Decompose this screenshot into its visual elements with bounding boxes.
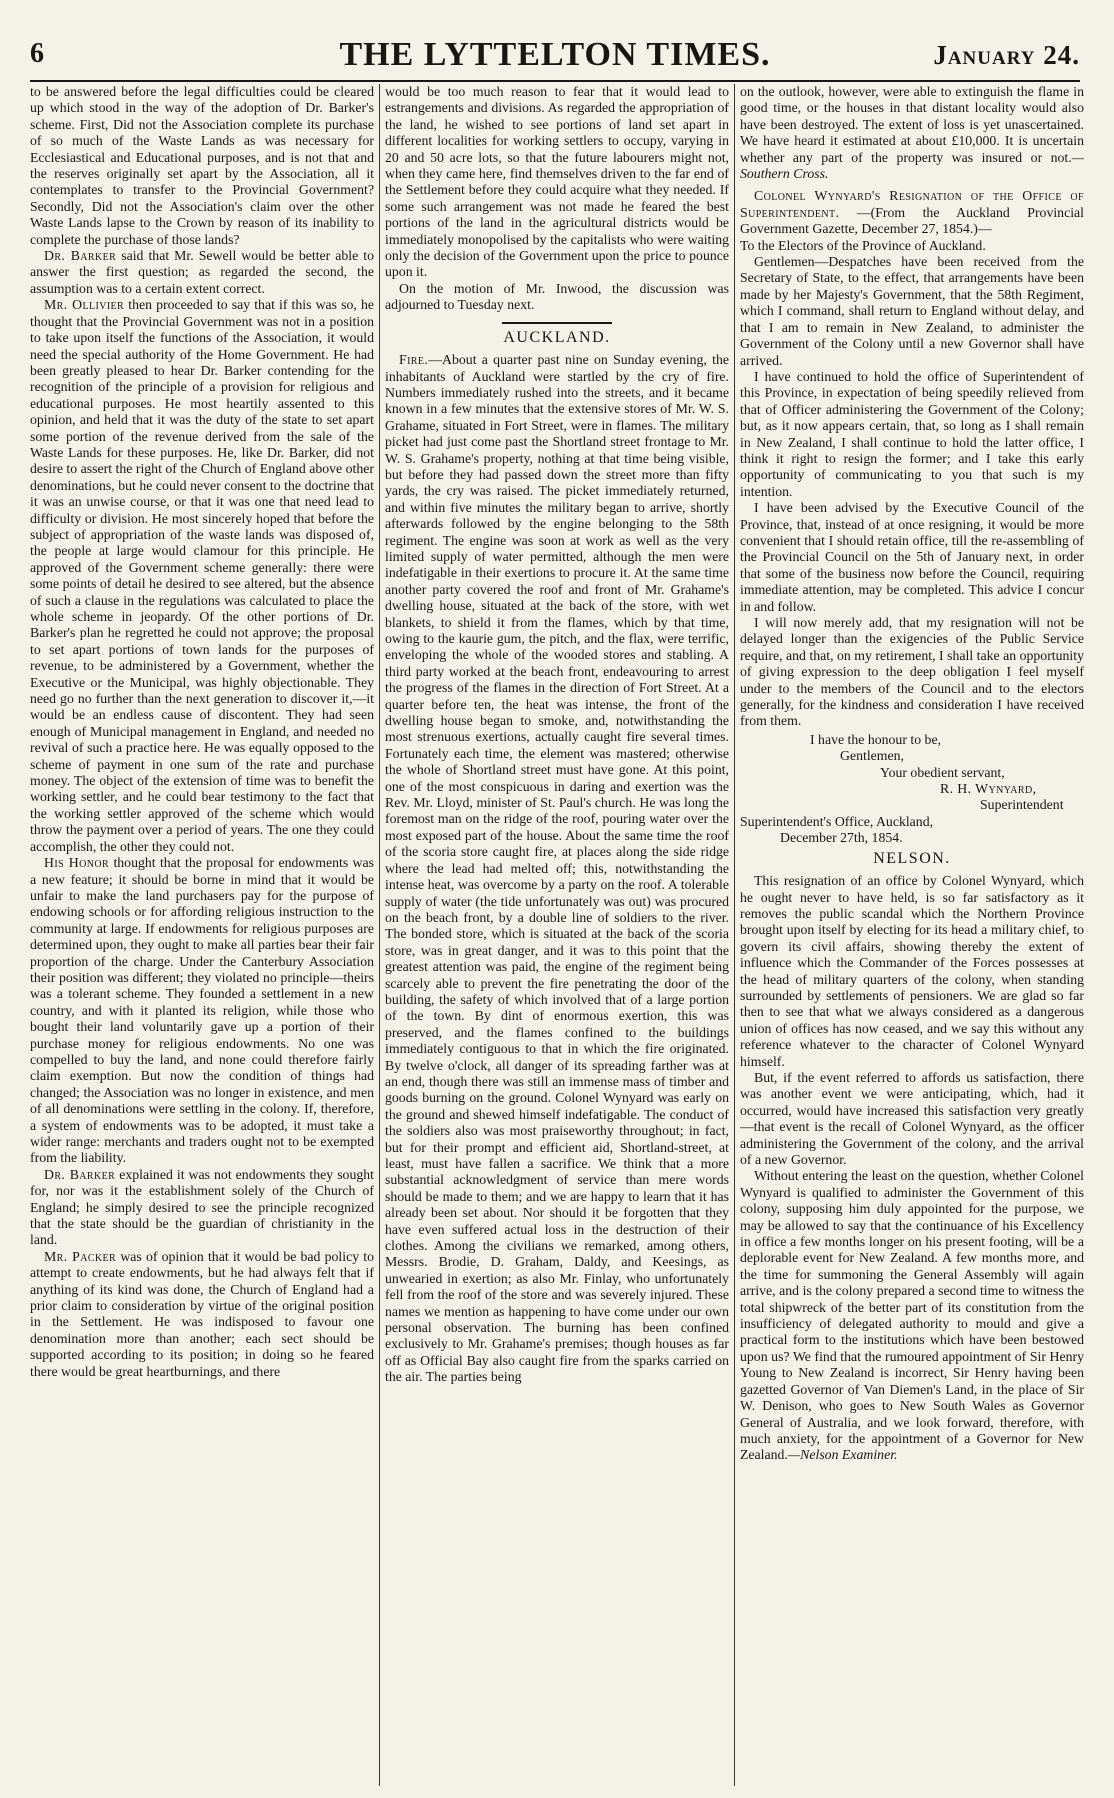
paragraph: I will now merely add, that my resignation will not be delayed longer than the exigencies of the Public Service require, and that, on my retirement, I shall take an opportunity of giving expression to the deep obligation I feel myself under to the members of the Council and to the electors generally, for the kindness and consideration I have received from them.	[740, 615, 1084, 729]
paragraph: Dr. Barker explained it was not endowments they sought for, nor was it the establishment solely of the Church of England; he simply desired to see the principle recognized that the state should be the guardian of christianity in the land.	[30, 1166, 374, 1248]
section-rule	[502, 322, 612, 324]
paragraph: This resignation of an office by Colonel Wynyard, which he ought never to have held, is so far satisfactory as it removes the public scandal which the Northern Province brought upon itself by electing for its head a military chief, to govern its civil affairs, showing thereby the extent of influence which the Commander of the Forces possesses at the head of military quarters of the colony, when standing surrounded by settlements of pensioners. We are glad so far then to see that what we always considered as a dangerous union of offices has now ceased, and we say this without any reference whatever to the character of Colonel Wynyard himself.	[740, 873, 1084, 1069]
source-credit: —Nelson Examiner.	[787, 1447, 898, 1463]
column-3	[740, 84, 1084, 1786]
paragraph: Without entering the least on the question, whether Colonel Wynyard is qualified to administer the Government of this colony, supposing him duly appointed for the purpose, we may be allowed to say that the continuance of his Excellency in office a few months longer on his present footing, will be a deplorable event for New Zealand. A few months more, and the time for summoning the General Assembly will again arrive, and is the colony prepared a second time to witness the total shipwreck of the better part of its constitution from the insufficiency of delegated authority to mould and give a practical form to the institutions which have been bestowed upon us? We find that the rumoured appointment of Sir Henry Young to New Zealand is incorrect, Sir Henry having been gazetted Governor of Van Diemen's Land, in the place of Sir W. Denison, who goes to New South Wales as Governor General of Australia, and we look forward, therefore, with much anxiety, for the appointment of a Governor for New Zealand.—Nelson Examiner.	[740, 1168, 1084, 1463]
source-credit: —Southern Cross.	[740, 149, 1084, 182]
column-1	[30, 84, 374, 1786]
paragraph: would be too much reason to fear that it would lead to estrangements and divisions. As regarded the appropriation of the land, he wished to see portions of land set apart in different localities for working settlers to occupy, varying in 20 and 50 acre lots, so that the future labourers might not, when they came here, find themselves driven to the far end of the Settlement before they could acquire what they needed. If some such arrangement was not made he feared the best portions of the land in the agricultural districts would be immediately monopolised by the capitalists who were waiting only the decision of the Government upon the price to pounce upon it.	[385, 84, 729, 280]
paragraph: On the motion of Mr. Inwood, the discussion was adjourned to Tuesday next.	[385, 280, 729, 313]
issue-date: January 24.	[933, 40, 1080, 70]
letter-signoff: I have the honour to be, Gentlemen, Your obedient servant, R. H. Wynyard, Superintendent Superintendent's Office, Auckland, December 27th, 1854.	[740, 732, 1084, 847]
speaker: His Honor	[44, 855, 110, 871]
speaker: Mr. Ollivier	[44, 297, 125, 313]
paragraph: I have been advised by the Executive Council of the Province, that, instead of at once resigning, it would be more convenient that I should retain office, till the re-assembling of the Provincial Council on the 5th of January next, in order that some of the business now before the Council, requiring immediate attention, may be completed. This advice I concur in and follow.	[740, 500, 1084, 614]
paragraph: I have continued to hold the office of Superintendent of this Province, in expectation of being speedily relieved from that of Officer administering the Government of the Colony; but, as it now appears certain, that, so long as I shall remain in New Zealand, I shall continue to hold the latter office, I think it right to resign the former; and I take this early opportunity of communicating to you that such is my intention.	[740, 368, 1084, 499]
masthead	[30, 36, 1080, 82]
page-number: 6	[30, 38, 44, 69]
signature-name: R. H. Wynyard,	[940, 781, 1037, 797]
paragraph: Gentlemen—Despatches have been received from the Secretary of State, to the effect, that arrangements have been made by her Majesty's Government, that the 58th Regiment, which I command, shall return to England without delay, and that I am to remain in New Zealand, to administer the Government of the Colony until a new Governor shall have arrived.	[740, 254, 1084, 368]
lead-word: Fire.	[399, 352, 429, 368]
paragraph: Mr. Packer was of opinion that it would be bad policy to attempt to create endowments, but he had always felt that if anything of its kind was done, the Church of England had a prior claim to consideration by virtue of the original position in the Settlement. He was indisposed to favour one denomination more than another; each sect should be supported according to its position; in doing so he feared there would be great heartburnings, and there	[30, 1248, 374, 1379]
section-heading-auckland: AUCKLAND.	[503, 328, 611, 346]
paragraph: But, if the event referred to affords us satisfaction, there was another event we were anticipating, which, had it occurred, would have increased this satisfaction very greatly—that event is the recall of Colonel Wynyard, as the officer administering the Government of the colony, and the arrival of a new Governor.	[740, 1069, 1084, 1167]
column-divider	[734, 84, 735, 1786]
newspaper-title: THE LYTTELTON TIMES.	[339, 36, 771, 73]
speaker: Dr. Barker	[44, 1166, 116, 1182]
speaker: Dr. Barker	[44, 248, 117, 264]
column-divider	[379, 84, 380, 1786]
paragraph: on the outlook, however, were able to extinguish the flame in good time, or the houses in that distant locality would also have been destroyed. The extent of loss is yet unascertained. We have heard it estimated at about £10,000. It is uncertain whether any part of the property was insured or not.—Southern Cross.	[740, 84, 1084, 182]
paragraph: Fire.—About a quarter past nine on Sunday evening, the inhabitants of Auckland were startled by the cry of fire. Numbers immediately rushed into the streets, and it became known in a few minutes that the extensive stores of Mr. W. S. Grahame, situated in Fort Street, were in flames. The military picket had just come past the Shortland street frontage to Mr. W. S. Grahame's property, nothing at that time being visible, but before they had passed down the street more than fifty yards, the cry was raised. The picket immediately returned, and within five minutes the military began to arrive, shortly afterwards followed by the engine belonging to the 58th regiment. The engine was soon at work as well as the very limited supply of water permitted, although the men were indefatigable in their exertions to procure it. At the same time another party covered the roof and front of Mr. Grahame's dwelling house, situated at the back of the store, with wet blankets, to shield it from the flames, which by that time, owing to the kaurie gum, the pitch, and the flax, were terrific, enveloping the whole of the wooded stores and stabling. A third party worked at the beach front, endeavouring to arrest the progress of the flames in the direction of Fort Street. At a quarter before ten, the heat was intense, the front of the dwelling house began to smoke, and, notwithstanding the most strenuous exertions, actually caught fire several times. Fortunately each time, the element was mastered; otherwise the whole of Shortland street must have gone. At this point, one of the most conspicuous in daring and exertion was the Rev. Mr. Lloyd, minister of St. Paul's church. He was long the foremost man on the ridge of the roof, pouring water over the most exposed part of the house. About the same time the roof of the scoria store caught fire, at places along the side ridge where the lead had melted off; this, notwithstanding the intense heat, was overcome by a party on the roof. A tolerable supply of water (the tide unfortunately was out) was procured on the beach front, by a double line of soldiers to the river. The bonded store, which is situated at the back of the scoria store, was in great danger, and it was to this point that the greatest attention was paid, the engine of the regiment being scarcely able to prevent the fire penetrating the door of the building, the safety of which involved that of a large portion of the town. By dint of enormous exertion, this was preserved, and the flames confined to the buildings immediately contiguous to that in which the fire originated. By twelve o'clock, all danger of its spreading farther was at an end, though there was still an immense mass of timber and goods burning on the ground. Colonel Wynyard was early on the ground and shewed himself indefatigable. The conduct of the soldiers also was most praiseworthy throughout; in fact, but for their prompt and efficient aid, Shortland-street, at least, must have fallen a sacrifice. We think that a more substantial acknowledgment of service than mere words should be made to them; and we are happy to learn that it has already been set about. Nor should it be forgotten that they have even suffered actual loss in the destruction of their clothes. Among the civilians we remarked, among others, Messrs. Brodie, D. Graham, Daldy, and Keesings, as unwearied in exertion; as also Mr. Finlay, who unfortunately fell from the roof of the store and was severely injured. These names we mention as happening to have come under our own personal observation. The burning has been confined exclusively to Mr. Grahame's premises; though houses as far off as Official Bay also caught fire from the sparks carried on the air. The parties being	[385, 352, 729, 1385]
paragraph: Dr. Barker said that Mr. Sewell would be better able to answer the first question; as regarded the second, the assumption was to a certain extent correct.	[30, 248, 374, 296]
section-heading-nelson: NELSON.	[873, 849, 951, 867]
column-2	[385, 84, 729, 1786]
paragraph: to be answered before the legal difficulties could be cleared up which stood in the way of the adoption of Dr. Barker's scheme. First, Did not the Association complete its purchase of so much of the Waste Lands as was necessary for Ecclesiastical and Educational purposes, and is not that and the reserves originally set apart by the Association, all it contemplates to transfer to the Provincial Government? Secondly, Did not the Association's claim over the other Waste Lands lapse to the Crown by reason of its inability to complete the purchase of those lands?	[30, 84, 374, 247]
speaker: Mr. Packer	[44, 1248, 117, 1264]
address-line: To the Electors of the Province of Auckland.	[740, 237, 986, 253]
article-heading: Colonel Wynyard's Resignation of the Office of Superintendent. —(From the Auckland Provincial Government Gazette, December 27, 1854.)—	[740, 188, 1084, 237]
paragraph: His Honor thought that the proposal for endowments was a new feature; it should be borne in mind that it would be unfair to make the land purchasers pay for the purpose of endowing schools or for affording religious instruction to the community at large. If endowments for religious purposes are determined upon, they ought to make all parties bear their fair proportion of the charge. Under the Canterbury Association their position was different; they violated no principle—theirs was a tolerant scheme. They founded a settlement in a new country, and with it planted its religion, while those who bought their land voluntarily gave up a portion of their purchase money for religious endowments. No one was compelled to buy the land, and none could therefore fairly claim exemption. But now the condition of things had changed; the Association was no longer in existence, and men of all denominations were settling in the colony. If, therefore, a system of endowments was to be adopted, it must take a wider range: merchants and traders ought not to be exempted from the liability.	[30, 855, 374, 1166]
paragraph: Mr. Ollivier then proceeded to say that if this was so, he thought that the Provincial Government was not in a position to take upon itself the functions of the Association, it would need the special authority of the Home Government. He had been greatly pleased to hear Dr. Barker contending for the recognition of the principle of a provision for religious and educational purposes. He most heartily assented to this opinion, and held that it was the duty of the state to set apart some portion of the revenue derived from the sale of the Waste Lands for these purposes. He, like Dr. Barker, did not desire to assert the right of the Church of England above other denominations, but he could never consent to the doctrine that it was an unwise course, or that it was one that need lead to difficulty or division. He most sincerely hoped that before the subject of appropriation of the waste lands was disposed of, the people at large would clamour for this principle. He approved of the Government scheme generally: there were some points of detail he desired to see altered, but the absence of such a clause in the regulations was calculated to place the whole scheme in jeopardy. Of the other portions of Dr. Barker's plan he regretted he could not approve; the proposal to set apart portions of town lands for the purposes of revenue, to be administered by a Government, whether the Executive or the Municipal, was highly objectionable. They need go no further than the next generation to discover it,—it would be an endless cause of discontent. They had seen enough of Municipal management in England, and needed no revival of such a practice here. He was equally opposed to the scheme of payment in one sum of the rate and purchase money. The object of the extension of time was to benefit the working settler, and he could bear testimony to the fact that the working settler approved of the scheme which would throw the payment over a period of years. The one they could accomplish, the other they could not.	[30, 297, 374, 854]
